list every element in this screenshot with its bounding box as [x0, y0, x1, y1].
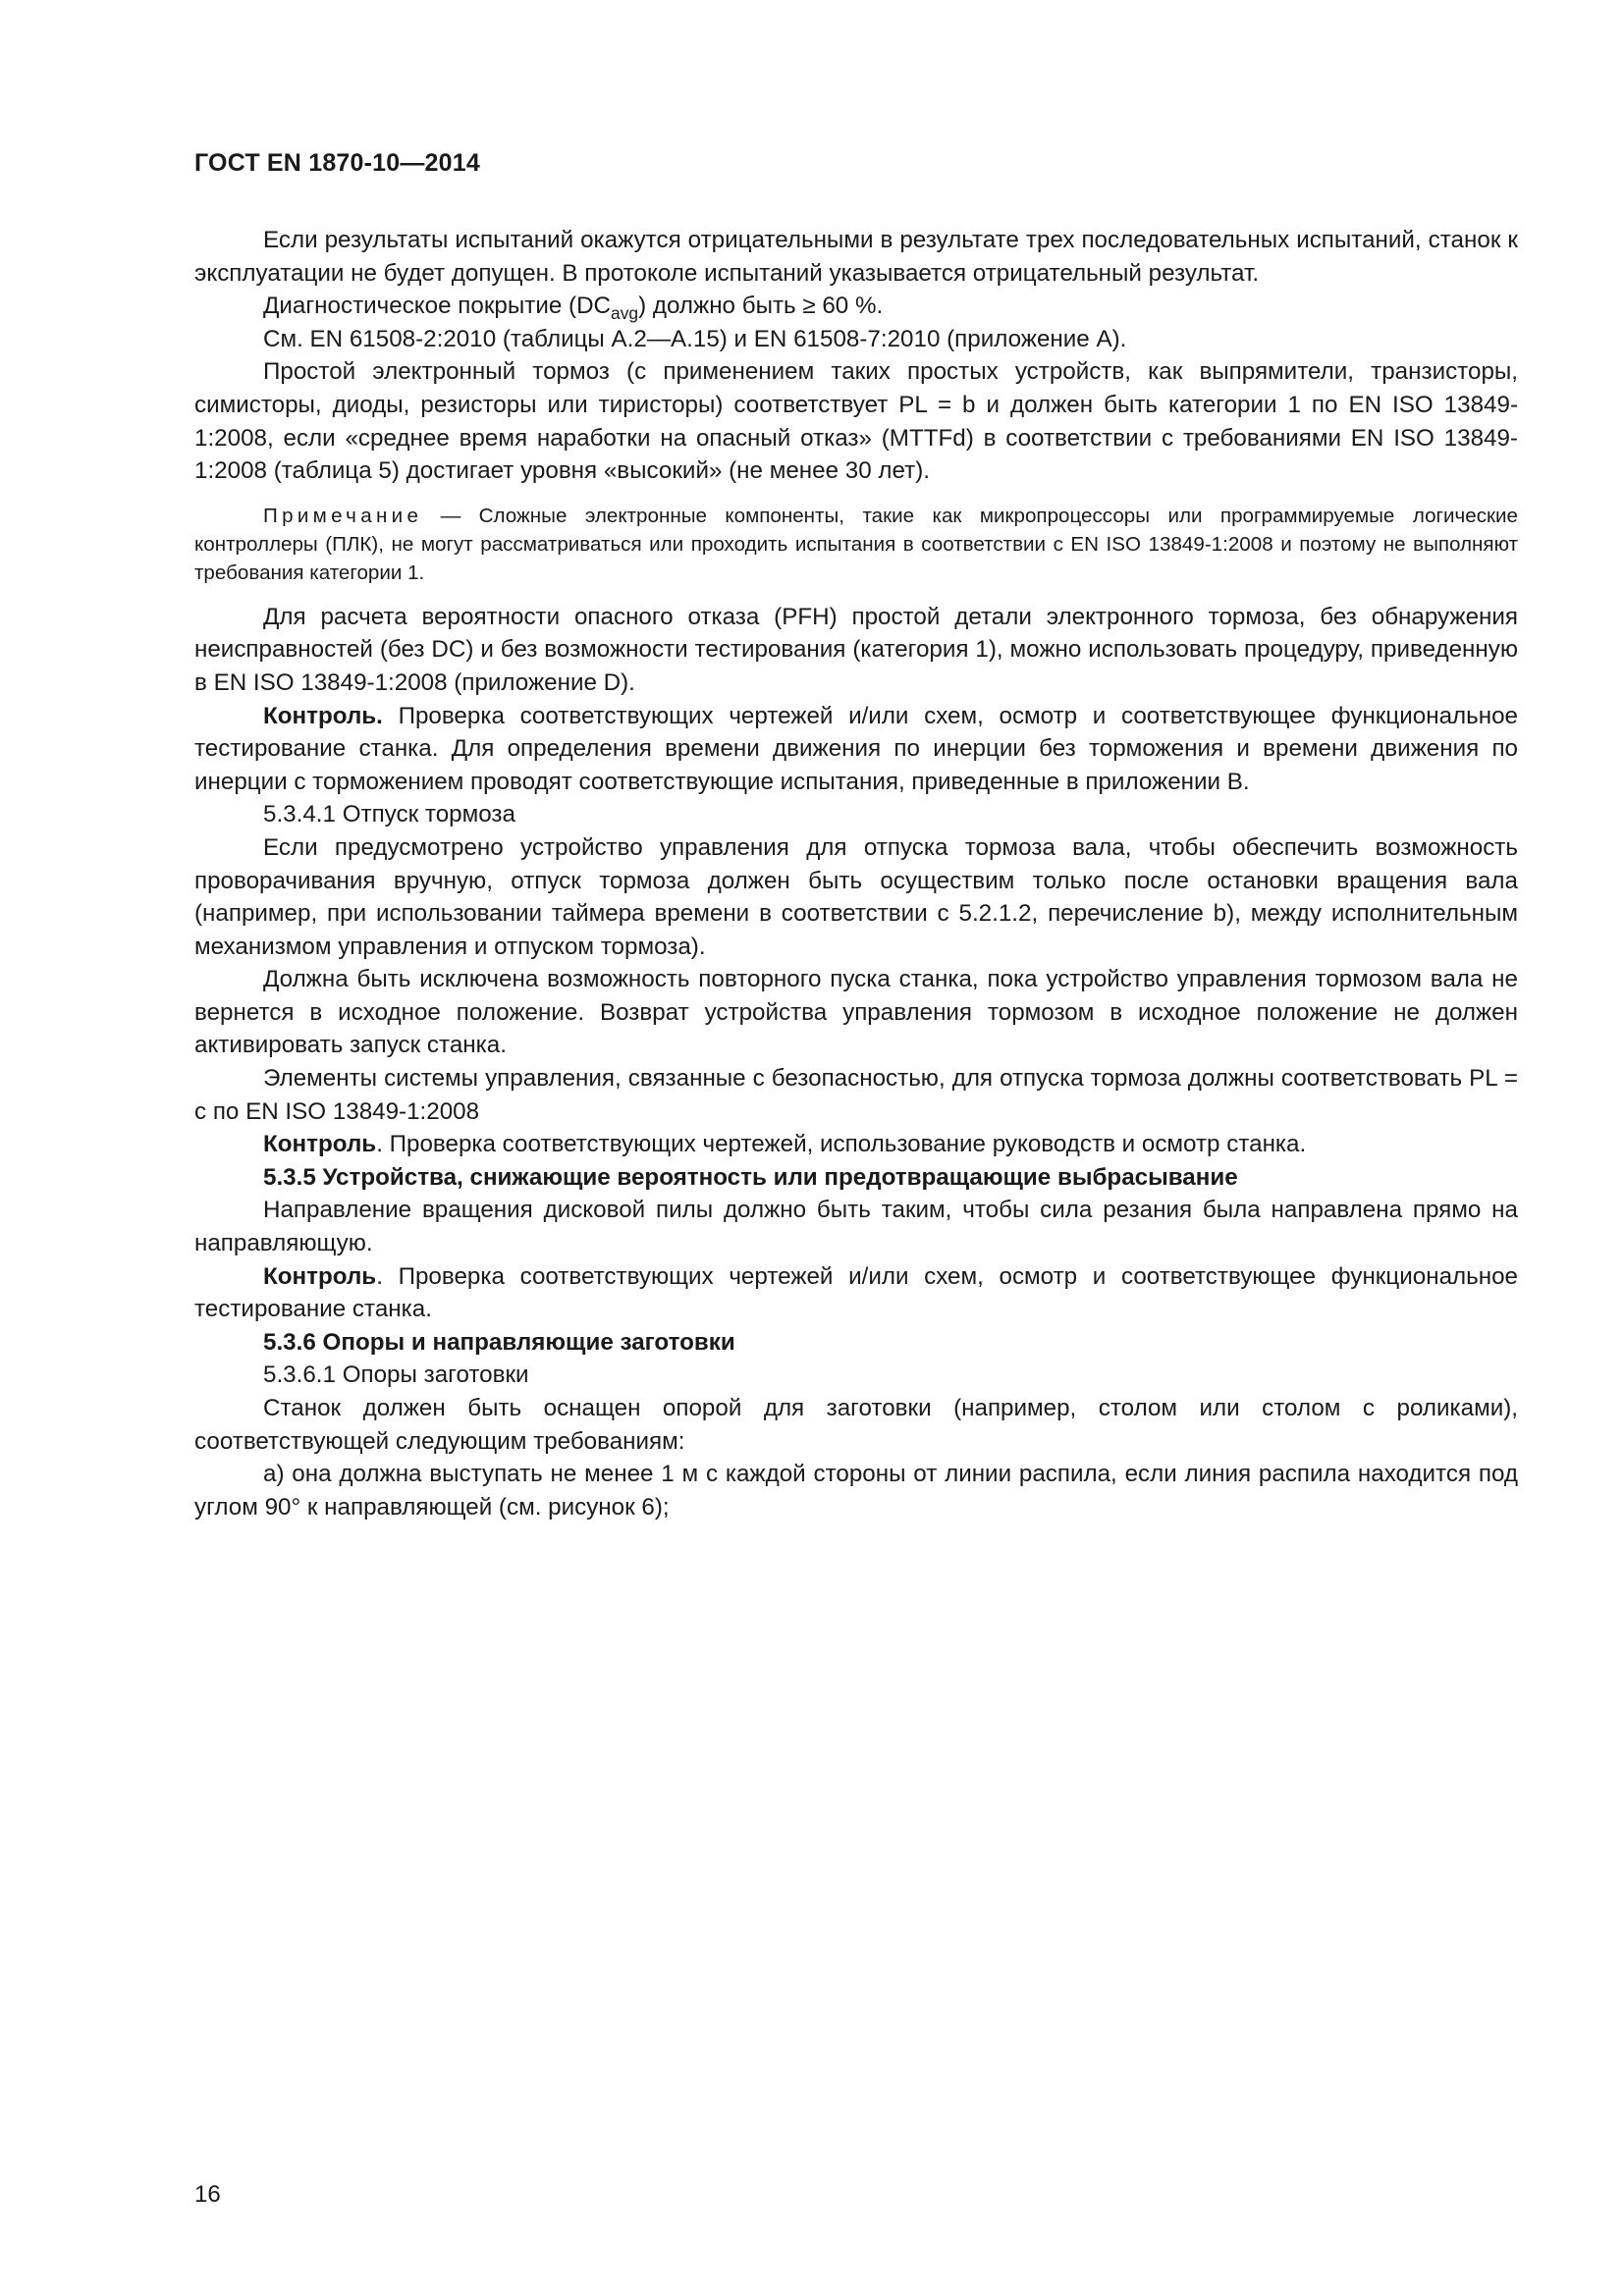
paragraph: Направление вращения дисковой пилы должно быть таким, чтобы сила резания была направлена прямо на направляющую.: [194, 1197, 1518, 1257]
paragraph: См. EN 61508-2:2010 (таблицы А.2—А.15) и EN 61508-7:2010 (приложение А).: [263, 325, 1127, 352]
paragraph-control: Контроль. Проверка соответствующих чертежей и/или схем, осмотр и соответствующее функциональное тестирование станка. Для определения времени движения по инерции без торможения и времени движения по инерции с торможением проводят соответствующие испытания, приведенные в приложении В.: [194, 702, 1518, 795]
paragraph: Если результаты испытаний окажутся отрицательными в результате трех последовательных испытаний, станок к эксплуатации не будет допущен. В протоколе испытаний указывается отрицательный результат.: [194, 227, 1518, 287]
note: [194, 502, 1518, 587]
paragraph: Элементы системы управления, связанные с безопасностью, для отпуска тормоза должны соответствовать PL = c по EN ISO 13849-1:2008: [194, 1065, 1518, 1125]
subsection-heading: 5.3.4.1 Отпуск тормоза: [263, 801, 515, 828]
subsection-heading: 5.3.6.1 Опоры заготовки: [263, 1362, 529, 1389]
section-heading: 5.3.6 Опоры и направляющие заготовки: [263, 1328, 735, 1356]
paragraph: Если предусмотрено устройство управления для отпуска тормоза вала, чтобы обеспечить возможность проворачивания вручную, отпуск тормоза должен быть осуществим только после остановки вращения вала (например, при использовании таймера времени в соответствии с 5.2.1.2, перечисление b), между исполнительным механизмом управления и отпуском тормоза).: [194, 833, 1518, 960]
document-body: [194, 224, 1518, 1523]
note-text: — Сложные электронные компоненты, такие как микропроцессоры или программируемые логические контроллеры (ПЛК), не могут рассматриваться или проходить испытания в соответствии с EN ISO 13849-1:2008 и поэтому не выполняют требования категории 1.: [194, 504, 1518, 584]
paragraph-control: Контроль. Проверка соответствующих чертежей и/или схем, осмотр и соответствующее функциональное тестирование станка.: [194, 1262, 1518, 1323]
paragraph-control: Контроль. Проверка соответствующих чертежей, использование руководств и осмотр станка.: [263, 1131, 1307, 1158]
list-item: а) она должна выступать не менее 1 м с каждой стороны от линии распила, если линия распила находится под углом 90° к направляющей (см. рисунок 6);: [194, 1461, 1518, 1521]
paragraph-diagnostic-coverage: Диагностическое покрытие $(DC_{avg})$ должно быть ≥ 60 %.: [263, 293, 884, 324]
note-label: Примечание: [263, 504, 423, 527]
page-number: 16: [194, 2181, 221, 2208]
document-header: ГОСТ EN 1870-10—2014: [194, 149, 480, 177]
paragraph: Для расчета вероятности опасного отказа (PFH) простой детали электронного тормоза, без обнаружения неисправностей (без DC) и без возможности тестирования (категория 1), можно использовать процедуру, приведенную в EN ISO 13849-1:2008 (приложение D).: [194, 603, 1518, 696]
section-heading: 5.3.5 Устройства, снижающие вероятность или предотвращающие выбрасывание: [263, 1163, 1238, 1191]
paragraph: Простой электронный тормоз (с применением таких простых устройств, как выпрямители, транзисторы, симисторы, диоды, резисторы или тиристоры) соответствует PL = b и должен быть категории 1 по EN ISO 13849-1:2008, если «среднее время наработки на опасный отказ» (MTTFd) в соответствии с требованиями EN ISO 13849-1:2008 (таблица 5) достигает уровня «высокий» (не менее 30 лет).: [194, 358, 1518, 485]
paragraph: Должна быть исключена возможность повторного пуска станка, пока устройство управления тормозом вала не вернется в исходное положение. Возврат устройства управления тормозом в исходное положение не должен активировать запуск станка.: [194, 966, 1518, 1059]
paragraph: Станок должен быть оснащен опорой для заготовки (например, столом или столом с роликами), соответствующей следующим требованиям:: [194, 1395, 1518, 1455]
